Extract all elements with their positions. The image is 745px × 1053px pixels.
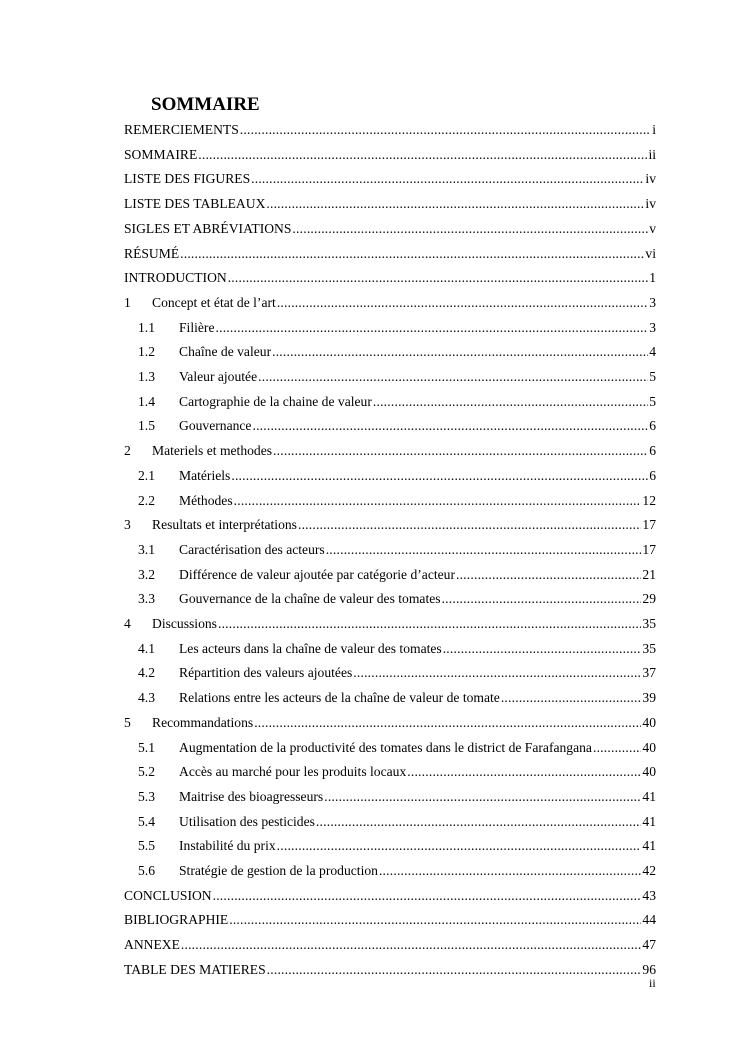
dot-leader bbox=[251, 171, 644, 187]
toc-entry-label: Gouvernance de la chaîne de valeur des tomates bbox=[179, 591, 441, 607]
dot-leader bbox=[180, 246, 644, 262]
toc-entry-chapter-4[interactable] bbox=[124, 610, 656, 632]
dot-leader bbox=[292, 221, 648, 237]
dot-leader bbox=[273, 443, 648, 459]
dot-leader bbox=[216, 320, 649, 336]
toc-entry-label: LISTE DES TABLEAUX bbox=[124, 196, 266, 212]
toc-entry-page: 40 bbox=[642, 714, 656, 730]
toc-entry-label: LISTE DES FIGURES bbox=[124, 171, 251, 187]
toc-entry-label: Recommandations bbox=[152, 714, 254, 730]
toc-entry-page: vi bbox=[645, 245, 656, 261]
toc-entry-label: Concept et état de l’art bbox=[152, 294, 276, 310]
toc-entry-section-5-2[interactable] bbox=[138, 758, 656, 780]
toc-entry-label: Instabilité du prix bbox=[179, 838, 276, 854]
toc-entry-introduction[interactable] bbox=[124, 264, 656, 286]
dot-leader bbox=[407, 764, 641, 780]
dot-leader bbox=[456, 567, 641, 583]
dot-leader bbox=[379, 863, 641, 879]
toc-entry-section-3-3[interactable] bbox=[138, 585, 656, 607]
toc-entry-label: Resultats et interprétations bbox=[152, 517, 297, 533]
toc-entry-page: 3 bbox=[649, 319, 656, 335]
toc-entry-page: 41 bbox=[642, 813, 656, 829]
toc-entry-section-1-3[interactable] bbox=[138, 363, 656, 385]
toc-entry-label: Discussions bbox=[152, 616, 217, 631]
toc-entry-label: Gouvernance bbox=[179, 418, 252, 434]
toc-entry-page: 47 bbox=[642, 937, 656, 953]
dot-leader bbox=[272, 344, 648, 360]
toc-entry-page: 35 bbox=[642, 640, 656, 656]
toc-entry-page: 29 bbox=[642, 591, 656, 607]
dot-leader bbox=[213, 888, 642, 904]
toc-entry-chapter-2[interactable] bbox=[124, 437, 656, 459]
toc-entry-page: 40 bbox=[642, 764, 656, 780]
toc-entry-label: RÉSUMÉ bbox=[124, 245, 180, 261]
toc-entry-label: SOMMAIRE bbox=[124, 146, 198, 162]
toc-entry-number: 1.3 bbox=[138, 369, 155, 384]
dot-leader bbox=[353, 665, 641, 681]
toc-entry-page: 21 bbox=[642, 566, 656, 582]
toc-entry-page: 41 bbox=[642, 838, 656, 854]
toc-entry-label: ANNEXE bbox=[124, 937, 180, 953]
dot-leader bbox=[443, 641, 642, 657]
page-number: ii bbox=[649, 976, 656, 990]
toc-entry-page: 41 bbox=[642, 788, 656, 804]
dot-leader bbox=[298, 517, 641, 533]
toc-entry-number: 5 bbox=[124, 714, 131, 730]
toc-entry-label: TABLE DES MATIERES bbox=[124, 961, 266, 977]
toc-entry-number: 1.2 bbox=[138, 344, 155, 360]
page-title: SOMMAIRE bbox=[151, 94, 260, 115]
toc-entry-label: Accès au marché pour les produits locaux bbox=[179, 764, 407, 780]
toc-entry-section-3-2[interactable] bbox=[138, 561, 656, 583]
toc-entry-remerciements[interactable] bbox=[124, 116, 656, 138]
dot-leader bbox=[229, 912, 641, 928]
toc-entry-table-des-matieres[interactable] bbox=[124, 956, 656, 978]
toc-entry-page: 43 bbox=[642, 887, 656, 903]
toc-entry-label: Relations entre les acteurs de la chaîne de valeur de tomate bbox=[179, 690, 500, 706]
toc-entry-annexe[interactable] bbox=[124, 931, 656, 953]
toc-entry-label: Filière bbox=[179, 319, 215, 335]
dot-leader bbox=[254, 715, 641, 731]
toc-entry-number: 1.1 bbox=[138, 319, 155, 335]
toc-entry-label: Méthodes bbox=[179, 492, 233, 508]
toc-entry-page: iv bbox=[645, 171, 656, 187]
toc-entry-number: 5.5 bbox=[138, 838, 155, 854]
dot-leader bbox=[326, 542, 642, 558]
toc-entry-page: 96 bbox=[642, 961, 656, 977]
toc-entry-number: 3.2 bbox=[138, 566, 155, 582]
toc-entry-page: 6 bbox=[649, 443, 656, 459]
toc-entry-label: Valeur ajoutée bbox=[179, 369, 258, 384]
dot-leader bbox=[316, 814, 641, 830]
toc-entry-page: 6 bbox=[649, 418, 656, 434]
toc-entry-page: 1 bbox=[649, 270, 656, 286]
toc-entry-number: 5.4 bbox=[138, 813, 155, 829]
toc-entry-label: Caractérisation des acteurs bbox=[179, 541, 325, 557]
dot-leader bbox=[181, 937, 642, 953]
toc-entry-page: 3 bbox=[649, 294, 656, 310]
dot-leader bbox=[373, 394, 648, 410]
toc-entry-number: 4.3 bbox=[138, 690, 155, 706]
toc-entry-page: 17 bbox=[642, 517, 656, 533]
toc-entry-number: 2 bbox=[124, 443, 131, 459]
dot-leader bbox=[234, 493, 642, 509]
toc-entry-page: 37 bbox=[642, 665, 656, 681]
toc-entry-label: Cartographie de la chaine de valeur bbox=[179, 393, 372, 409]
toc-entry-chapter-1[interactable] bbox=[124, 289, 656, 311]
dot-leader bbox=[267, 962, 642, 978]
dot-leader bbox=[277, 838, 642, 854]
toc-entry-page: iv bbox=[645, 196, 656, 212]
toc-entry-page: 5 bbox=[649, 393, 656, 409]
toc-entry-label: BIBLIOGRAPHIE bbox=[124, 912, 229, 928]
dot-leader bbox=[198, 147, 647, 163]
toc-entry-label: Différence de valeur ajoutée par catégorie d’acteur bbox=[179, 566, 455, 582]
toc-entry-section-1-5[interactable] bbox=[138, 412, 656, 434]
toc-entry-conclusion[interactable] bbox=[124, 882, 656, 904]
toc-entry-number: 5.2 bbox=[138, 764, 155, 780]
toc-entry-label: Chaîne de valeur bbox=[179, 344, 272, 360]
toc-entry-number: 1.5 bbox=[138, 418, 155, 434]
toc-entry-sommaire[interactable] bbox=[124, 141, 656, 163]
toc-entry-number: 2.2 bbox=[138, 492, 155, 508]
toc-entry-section-1-2[interactable] bbox=[138, 338, 656, 360]
toc-entry-section-5-5[interactable] bbox=[138, 832, 656, 854]
toc-entry-number: 5.6 bbox=[138, 863, 155, 878]
dot-leader bbox=[218, 616, 641, 632]
dot-leader bbox=[277, 295, 648, 311]
toc-entry-label: CONCLUSION bbox=[124, 887, 212, 903]
toc-entry-page: i bbox=[652, 122, 656, 137]
toc-entry-chapter-5[interactable] bbox=[124, 709, 656, 731]
dot-leader bbox=[501, 690, 642, 706]
toc-entry-section-4-1[interactable] bbox=[138, 635, 656, 657]
toc-entry-number: 1.4 bbox=[138, 393, 155, 409]
toc-entry-label: Materiels et methodes bbox=[152, 443, 273, 459]
toc-entry-label: Utilisation des pesticides bbox=[179, 813, 315, 829]
toc-entry-section-2-1[interactable] bbox=[138, 462, 656, 484]
dot-leader bbox=[228, 270, 649, 286]
toc-entry-number: 5.1 bbox=[138, 739, 155, 755]
toc-entry-label: Maitrise des bioagresseurs bbox=[179, 788, 324, 804]
toc-entry-label: Augmentation de la productivité des tomates dans le district de Farafangana bbox=[179, 739, 592, 755]
toc-entry-number: 3.1 bbox=[138, 541, 155, 557]
dot-leader bbox=[324, 789, 641, 805]
toc-entry-label: Répartition des valeurs ajoutées bbox=[179, 665, 353, 681]
toc-entry-page: 17 bbox=[642, 541, 656, 557]
dot-leader bbox=[231, 468, 648, 484]
toc-entry-number: 5.3 bbox=[138, 788, 155, 804]
toc-entry-page: 42 bbox=[642, 863, 656, 878]
toc-entry-page: 40 bbox=[642, 739, 656, 755]
toc-entry-section-5-1[interactable] bbox=[138, 734, 656, 756]
toc-entry-chapter-3[interactable] bbox=[124, 511, 656, 533]
toc-entry-number: 4.2 bbox=[138, 665, 155, 681]
toc-entry-section-1-4[interactable] bbox=[138, 388, 656, 410]
toc-entry-label: Stratégie de gestion de la production bbox=[179, 863, 378, 878]
toc-entry-section-3-1[interactable] bbox=[138, 536, 656, 558]
toc-entry-page: 5 bbox=[649, 369, 656, 384]
toc-entry-section-4-3[interactable] bbox=[138, 684, 656, 706]
dot-leader bbox=[593, 740, 641, 756]
toc-entry-resume[interactable] bbox=[124, 240, 656, 262]
toc-entry-label: REMERCIEMENTS bbox=[124, 122, 239, 137]
toc-entry-bibliographie[interactable] bbox=[124, 906, 656, 928]
toc-entry-number: 4 bbox=[124, 616, 131, 631]
toc-entry-page: 39 bbox=[642, 690, 656, 706]
toc-entry-liste-des-figures[interactable] bbox=[124, 165, 656, 187]
toc-entry-label: SIGLES ET ABRÉVIATIONS bbox=[124, 220, 292, 236]
toc-entry-page: v bbox=[649, 220, 656, 236]
toc-entry-page: 12 bbox=[642, 492, 656, 508]
dot-leader bbox=[442, 591, 642, 607]
toc-entry-page: 44 bbox=[642, 912, 656, 928]
toc-entry-number: 3.3 bbox=[138, 591, 155, 607]
toc-entry-section-2-2[interactable] bbox=[138, 487, 656, 509]
toc-entry-section-4-2[interactable] bbox=[138, 659, 656, 681]
toc-entry-section-1-1[interactable] bbox=[138, 314, 656, 336]
toc-entry-label: INTRODUCTION bbox=[124, 270, 227, 286]
toc-entry-number: 1 bbox=[124, 294, 131, 310]
toc-entry-label: Matériels bbox=[179, 467, 231, 483]
toc-entry-liste-des-tableaux[interactable] bbox=[124, 190, 656, 212]
toc-entry-number: 3 bbox=[124, 517, 131, 533]
toc-entry-section-5-6[interactable] bbox=[138, 857, 656, 879]
dot-leader bbox=[252, 418, 648, 434]
toc-entry-number: 4.1 bbox=[138, 640, 155, 656]
toc-entry-number: 2.1 bbox=[138, 467, 155, 483]
toc-entry-page: ii bbox=[648, 146, 656, 162]
dot-leader bbox=[258, 369, 648, 385]
dot-leader bbox=[266, 196, 644, 212]
toc-entry-page: 35 bbox=[642, 616, 656, 631]
toc-entry-sigles[interactable] bbox=[124, 215, 656, 237]
toc-entry-label: Les acteurs dans la chaîne de valeur des tomates bbox=[179, 640, 442, 656]
toc-entry-page: 6 bbox=[649, 467, 656, 483]
toc-entry-section-5-4[interactable] bbox=[138, 808, 656, 830]
toc-entry-section-5-3[interactable] bbox=[138, 783, 656, 805]
dot-leader bbox=[240, 122, 651, 138]
toc-entry-page: 4 bbox=[649, 344, 656, 360]
